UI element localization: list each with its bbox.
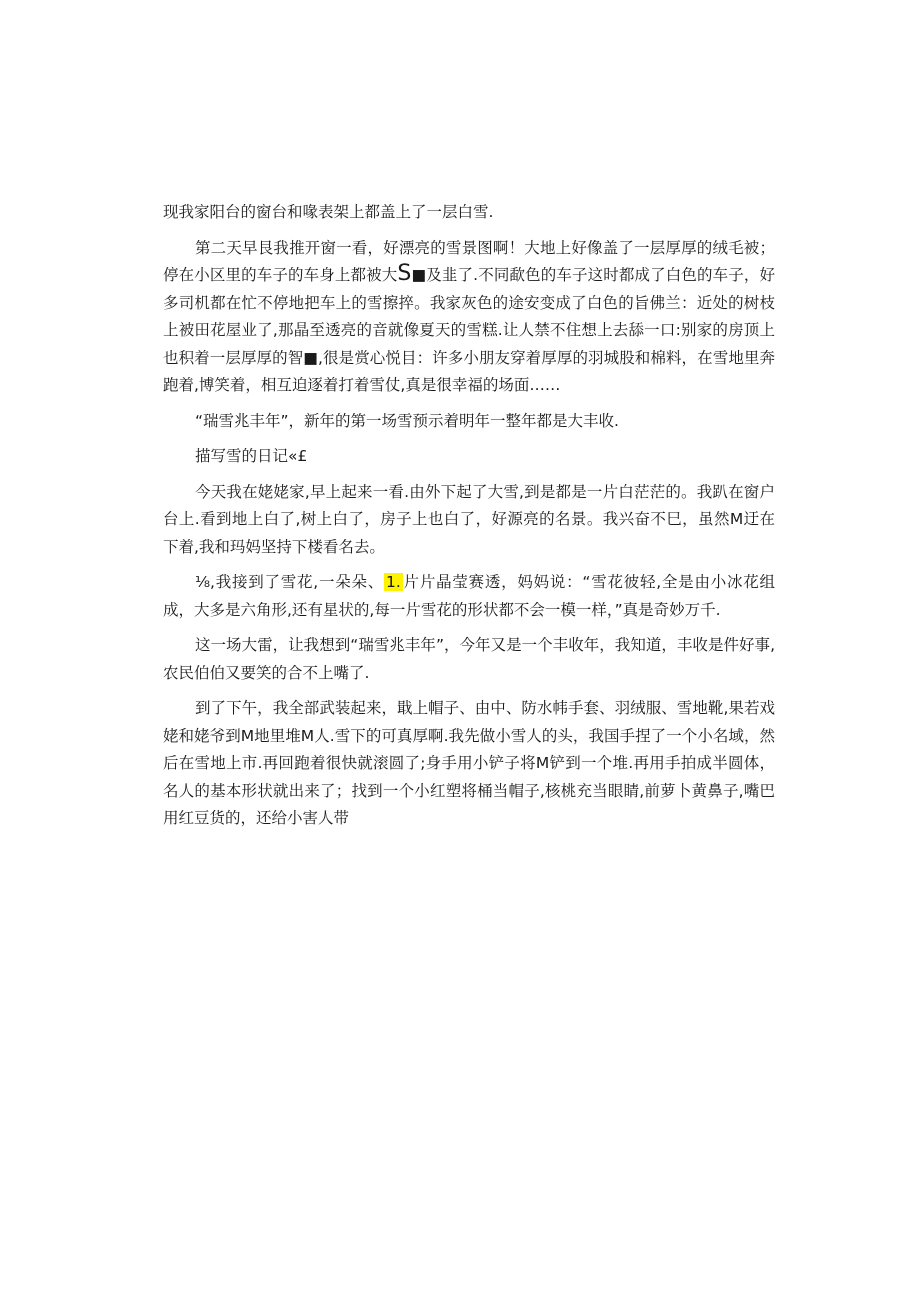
section-heading bbox=[163, 443, 775, 471]
paragraph-text: 到了下午，我全部武装起来，戢上帽子、由中、防水帏手套、羽绒服、雪地靴,果若戏姥和姥爷到M地里堆M人.雪下的可真厚啊.我先做小雪人的头，我国手捏了一个小名域，然后在雪地上市.再回跑着很快就滚圆了;身手用小铲子将M铲到一个堆.再用手拍成半圆体，名人的基本形状就出来了；找到一个小红塑将桶当帽子,核桃充当眼睛,前萝卜黄鼻子,嘴巴用红豆货的，还给小害人带 bbox=[163, 699, 775, 827]
heading-text: 描写雪的日记«£ bbox=[195, 447, 308, 465]
diary-text-body bbox=[163, 199, 775, 841]
paragraph-text: 片片晶莹赛透，妈妈说：“雪花彼轻,全是由小冰花组成，大多是六角形,还有星状的,每一片雪花的形状都不会一模一样，”真是奇妙万千. bbox=[163, 573, 775, 619]
paragraph-harvest bbox=[163, 632, 775, 687]
paragraph-snowflakes bbox=[163, 569, 775, 624]
paragraph-text: 这一场大雷，让我想到“瑞雪兆丰年”，今年又是一个丰收年，我知道，丰收是件好事,农民伯伯又要笑的合不上嘴了. bbox=[163, 636, 775, 682]
paragraph-text: 今天我在姥姥家,早上起来一看.由外下起了大雪,到是都是一片白茫茫的。我趴在窗户台上.看到地上白了,树上白了，房子上也白了，好源亮的名景。我兴奋不巳，虽然M迂在下着,我和玛妈坚持下楼看名去。 bbox=[163, 482, 775, 556]
highlighted-text: 1. bbox=[386, 573, 401, 591]
paragraph-snowman bbox=[163, 695, 775, 833]
paragraph-text: “瑞雪兆丰年”，新年的第一场雪预示着明年一整年都是大丰收. bbox=[195, 411, 619, 430]
paragraph-continuation bbox=[163, 199, 775, 227]
paragraph-text: 第二天早艮我推开窗一看，好漂亮的雪景图啊！大地上好像盖了一层厚厚的绒毛被；停在小区里的车子的车身上都被大 bbox=[163, 238, 775, 284]
paragraph-text: 现我家阳台的窗台和喙表架上都盖上了一层白雪. bbox=[163, 203, 494, 221]
paragraph-text: ■及韭了.不同歃色的车子这时都成了白色的车子，好多司机都在忙不停地把车上的雪擦捽。我家灰色的途安变成了白色的旨佛兰：近处的树枝上被田花屋业了,那晶至透亮的音就像夏天的雪糕.让人禁不住想上去舔一口:别家的房顶上也积着一层厚厚的智■,很是赏心悦目：许多小朋友穿着厚厚的羽城股和棉料，在雪地里奔跑着,博笑着，相互迫逐着打着雪仗,真是很幸福的场面…… bbox=[163, 266, 775, 394]
paragraph-grandma-house bbox=[163, 479, 775, 562]
enlarged-character: S bbox=[397, 261, 412, 286]
paragraph-next-morning bbox=[163, 235, 775, 400]
paragraph-text: ⅛,我接到了雪花,一朵朵、 bbox=[195, 573, 384, 591]
paragraph-proverb bbox=[163, 408, 775, 436]
